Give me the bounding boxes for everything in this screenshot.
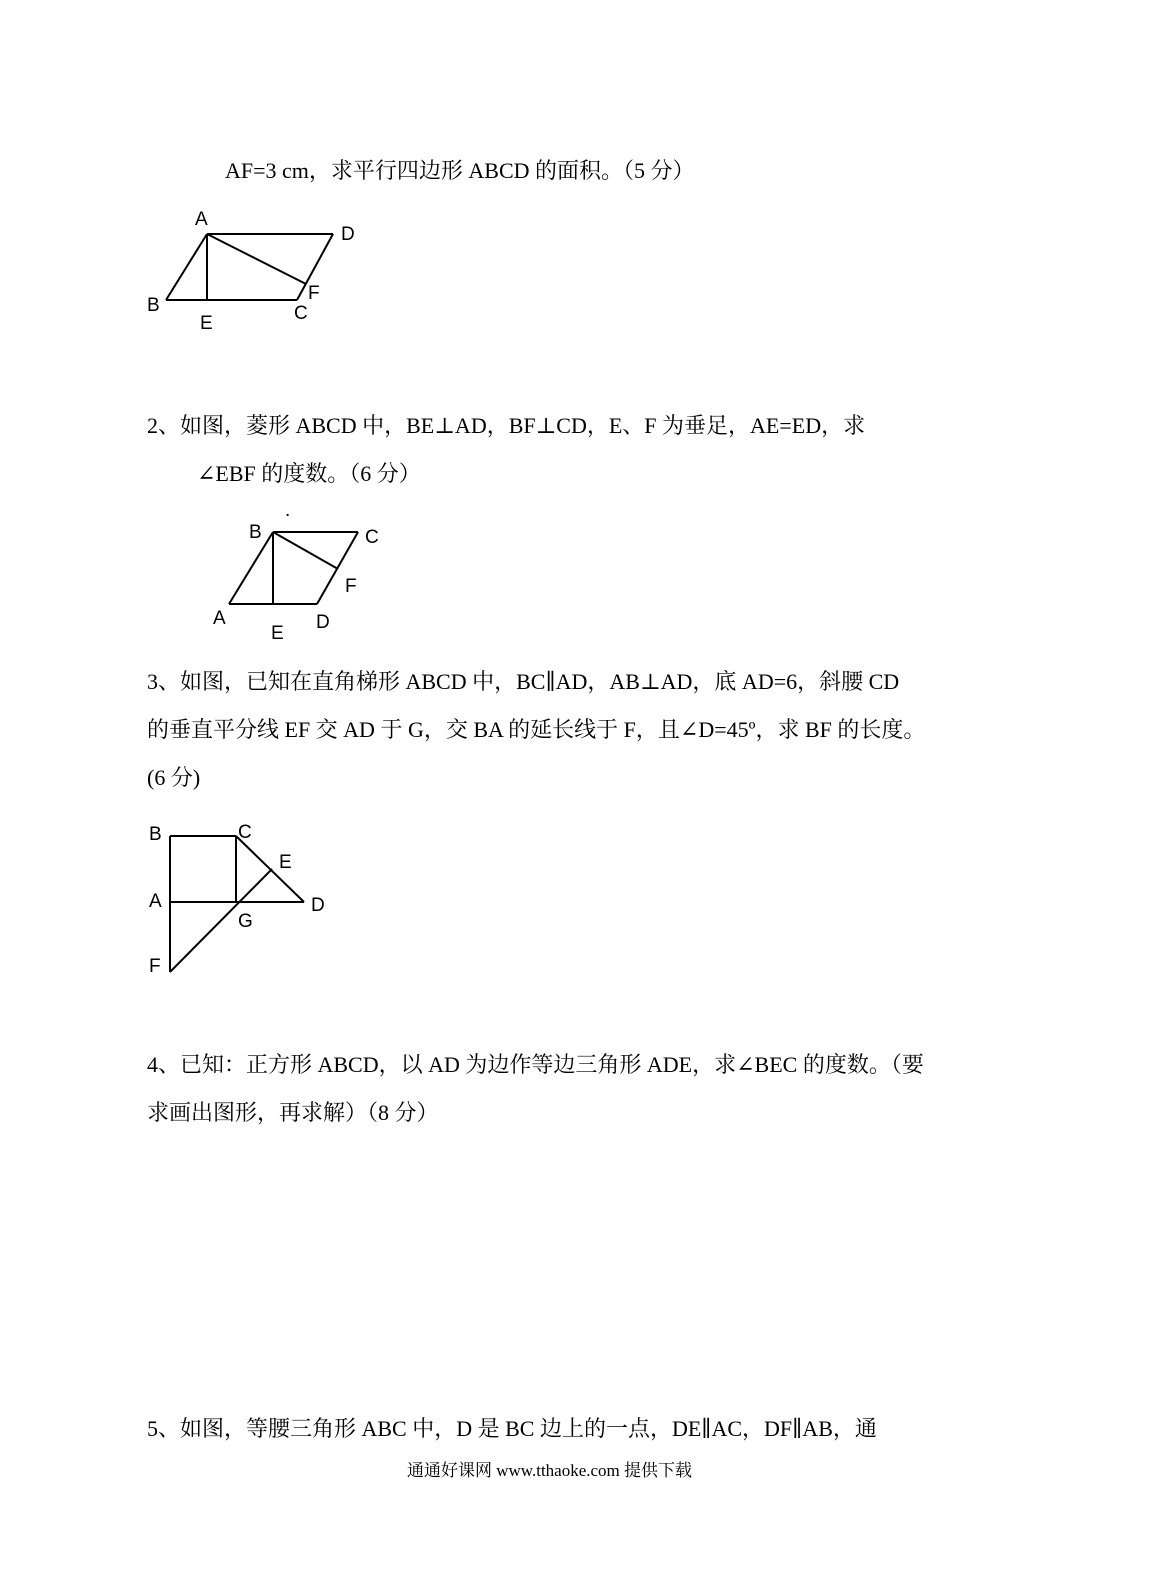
q2-dot: . xyxy=(285,500,291,521)
q3-label-b: B xyxy=(149,824,162,845)
q1-label-b: B xyxy=(147,295,160,316)
q3-label-d: D xyxy=(311,895,325,916)
q5-text-line-1: 5、如图，等腰三角形 ABC 中，D 是 BC 边上的一点，DE∥AC，DF∥AB，通 xyxy=(147,1416,877,1441)
q2-label-a: A xyxy=(213,608,226,629)
q1-label-c: C xyxy=(294,303,308,324)
q1-label-a: A xyxy=(195,209,208,230)
q2-text-line-1: 2、如图，菱形 ABCD 中，BE⊥AD，BF⊥CD，E、F 为垂足，AE=ED，求 xyxy=(147,413,866,438)
q3-text-line-1: 3、如图，已知在直角梯形 ABCD 中，BC∥AD，AB⊥AD，底 AD=6，斜腰 CD xyxy=(147,669,900,694)
q4-text-line-1: 4、已知：正方形 ABCD，以 AD 为边作等边三角形 ADE，求∠BEC 的度数。（要 xyxy=(147,1052,924,1077)
q3-segment-cd xyxy=(236,836,304,902)
q3-text-line-3: (6 分) xyxy=(147,765,201,790)
q3-text-line-2: 的垂直平分线 EF 交 AD 于 G，交 BA 的延长线于 F，且∠D=45º，求 BF 的长度。 xyxy=(147,717,926,742)
q3-label-g: G xyxy=(238,911,253,932)
q2-label-d: D xyxy=(316,612,330,633)
q4-text-line-2: 求画出图形，再求解）（8 分） xyxy=(147,1100,439,1125)
q1-label-e: E xyxy=(200,313,213,334)
q1-text-line: AF=3 cm，求平行四边形 ABCD 的面积。（5 分） xyxy=(225,158,695,183)
q3-label-a: A xyxy=(149,891,162,912)
q2-label-c: C xyxy=(365,527,379,548)
q3-segment-fe xyxy=(170,869,272,972)
q2-text-line-2: ∠EBF 的度数。（6 分） xyxy=(197,461,421,486)
q2-label-e: E xyxy=(271,623,284,644)
q2-label-b: B xyxy=(249,522,262,543)
q1-label-d: D xyxy=(341,224,355,245)
q2-label-f: F xyxy=(345,576,357,597)
q3-label-e: E xyxy=(279,852,292,873)
page-footer: 通通好课网 www.tthaoke.com 提供下载 xyxy=(407,1461,693,1480)
q1-label-f: F xyxy=(308,283,320,304)
q3-label-f: F xyxy=(149,956,161,977)
q3-label-c: C xyxy=(238,822,252,843)
